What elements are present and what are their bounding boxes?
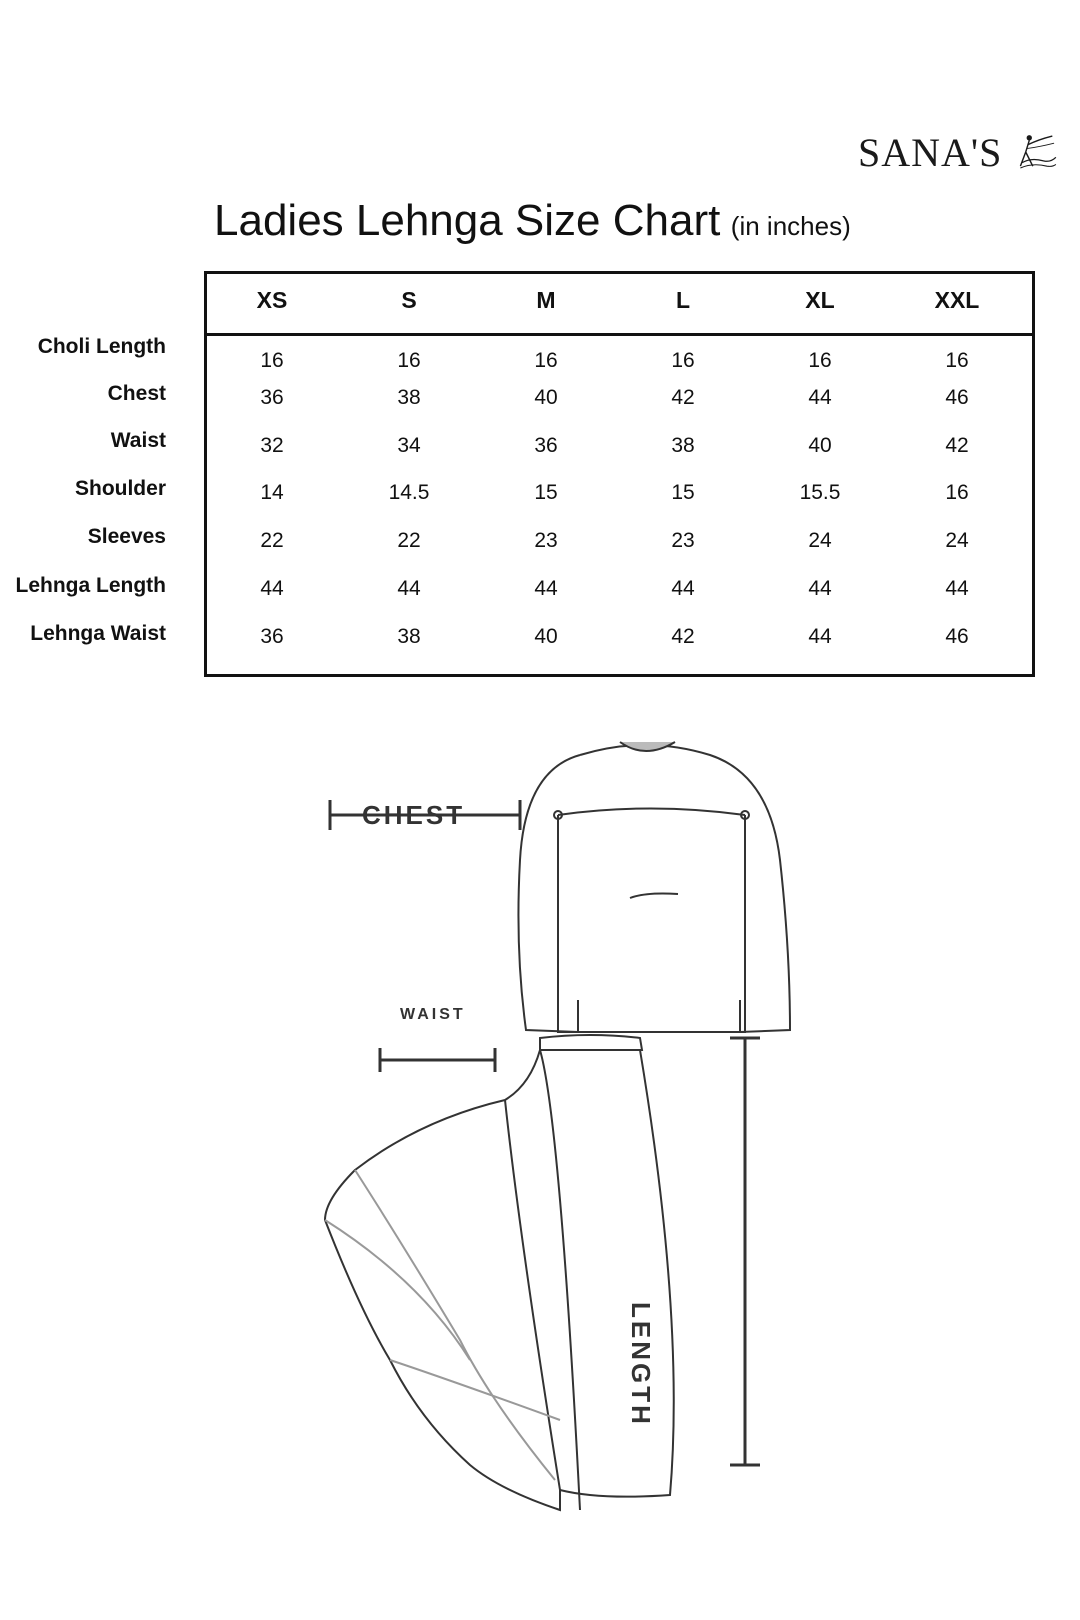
table-cell: 22 — [260, 529, 284, 552]
column-header: XS — [256, 287, 288, 313]
row-label: Choli Length — [37, 335, 166, 358]
table-cell: 42 — [671, 386, 695, 409]
table-cell: 15.5 — [799, 481, 841, 504]
brand-logo — [858, 128, 1058, 176]
table-cell: 44 — [808, 577, 832, 600]
table-cell: 38 — [397, 386, 421, 409]
garment-illustration — [300, 720, 860, 1550]
row-label: Waist — [110, 429, 166, 452]
waist-measure-bar — [380, 1048, 495, 1072]
table-cell: 16 — [260, 349, 284, 372]
table-header — [207, 274, 1032, 336]
row-label: Shoulder — [74, 477, 166, 500]
row-label: Lehnga Length — [15, 574, 166, 597]
table-cell: 36 — [260, 386, 284, 409]
column-header: XXL — [934, 287, 980, 313]
table-cell: 44 — [397, 577, 421, 600]
table-cell: 22 — [397, 529, 421, 552]
table-cell: 16 — [945, 349, 969, 372]
table-cell: 15 — [671, 481, 695, 504]
table-cell: 15 — [534, 481, 558, 504]
column-header: M — [536, 287, 556, 313]
page-title — [214, 196, 851, 246]
table-cell: 46 — [945, 625, 969, 648]
table-cell: 44 — [260, 577, 284, 600]
chest-label: CHEST — [362, 800, 466, 830]
column-header: L — [675, 287, 691, 313]
dancer-icon — [1008, 128, 1058, 176]
row-label: Lehnga Waist — [30, 622, 166, 645]
row-label: Sleeves — [87, 525, 166, 548]
table-cell: 40 — [534, 386, 558, 409]
table-cell: 24 — [945, 529, 969, 552]
length-label: LENGTH — [626, 1302, 656, 1427]
title-main: Ladies Lehnga Size Chart — [214, 196, 721, 245]
table-cell: 24 — [808, 529, 832, 552]
table-cell: 36 — [260, 625, 284, 648]
waist-label: WAIST — [400, 1006, 466, 1023]
table-cell: 42 — [945, 434, 969, 457]
table-cell: 44 — [534, 577, 558, 600]
column-header: S — [401, 287, 417, 313]
table-cell: 40 — [534, 625, 558, 648]
table-cell: 44 — [671, 577, 695, 600]
length-measure-bar — [730, 1038, 760, 1465]
table-cell: 38 — [397, 625, 421, 648]
brand-name: SANA'S — [858, 129, 1003, 175]
table-cell: 16 — [945, 481, 969, 504]
lehnga-drawing — [325, 1035, 674, 1510]
size-table — [204, 271, 1035, 677]
table-cell: 16 — [534, 349, 558, 372]
table-cell: 38 — [671, 434, 695, 457]
table-cell: 34 — [397, 434, 421, 457]
table-cell: 14.5 — [388, 481, 430, 504]
table-cell: 16 — [397, 349, 421, 372]
table-cell: 36 — [534, 434, 558, 457]
table-cell: 32 — [260, 434, 284, 457]
table-cell: 44 — [808, 386, 832, 409]
table-cell: 42 — [671, 625, 695, 648]
table-cell: 23 — [671, 529, 695, 552]
table-cell: 16 — [671, 349, 695, 372]
title-unit: (in inches) — [730, 211, 851, 241]
table-cell: 46 — [945, 386, 969, 409]
table-cell: 44 — [945, 577, 969, 600]
table-cell: 16 — [808, 349, 832, 372]
table-cell: 44 — [808, 625, 832, 648]
measurement-diagram — [300, 720, 860, 1550]
table-cell: 14 — [260, 481, 284, 504]
table-cell: 40 — [808, 434, 832, 457]
choli-drawing — [518, 742, 790, 1032]
table-cell: 23 — [534, 529, 558, 552]
column-header: XL — [805, 287, 835, 313]
row-label: Chest — [107, 382, 166, 405]
